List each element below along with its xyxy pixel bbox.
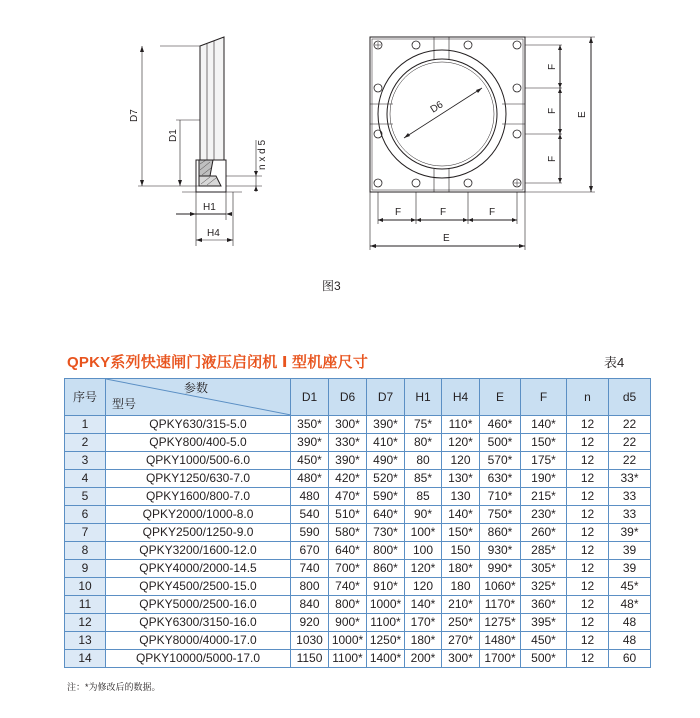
- header-col: E: [480, 379, 521, 416]
- table-row: [65, 434, 651, 452]
- table-cell: 300*: [442, 650, 480, 668]
- row-model: QPKY2000/1000-8.0: [106, 506, 291, 524]
- table-cell: 80*: [405, 434, 442, 452]
- table-row: [65, 578, 651, 596]
- table-cell: 1400*: [367, 650, 405, 668]
- table-cell: 390*: [291, 434, 329, 452]
- table-cell: 130*: [442, 470, 480, 488]
- row-model: QPKY1600/800-7.0: [106, 488, 291, 506]
- table-cell: 1275*: [480, 614, 521, 632]
- table-cell: 500*: [521, 650, 567, 668]
- table-cell: 800: [291, 578, 329, 596]
- table-cell: 920: [291, 614, 329, 632]
- table-cell: 395*: [521, 614, 567, 632]
- table-cell: 800*: [329, 596, 367, 614]
- table-cell: 12: [567, 488, 609, 506]
- plan-view: [370, 37, 595, 250]
- row-index: 1: [65, 416, 106, 434]
- table-number: 表4: [604, 355, 625, 370]
- row-model: QPKY800/400-5.0: [106, 434, 291, 452]
- row-index: 2: [65, 434, 106, 452]
- table-cell: 120*: [442, 434, 480, 452]
- table-cell: 490*: [367, 452, 405, 470]
- row-index: 9: [65, 560, 106, 578]
- row-model: QPKY1250/630-7.0: [106, 470, 291, 488]
- table-cell: 480*: [291, 470, 329, 488]
- table-cell: 210*: [442, 596, 480, 614]
- table-cell: 930*: [480, 542, 521, 560]
- label-nxd5: n x d 5: [257, 139, 268, 170]
- header-col: d5: [609, 379, 651, 416]
- spec-table: [64, 378, 651, 668]
- row-model: QPKY8000/4000-17.0: [106, 632, 291, 650]
- table-cell: 540: [291, 506, 329, 524]
- table-cell: 60: [609, 650, 651, 668]
- table-cell: 200*: [405, 650, 442, 668]
- table-cell: 22: [609, 416, 651, 434]
- table-cell: 325*: [521, 578, 567, 596]
- table-cell: 390*: [329, 452, 367, 470]
- table-cell: 85*: [405, 470, 442, 488]
- table-cell: 910*: [367, 578, 405, 596]
- label-f-bottom-1: F: [395, 207, 402, 218]
- table-cell: 45*: [609, 578, 651, 596]
- table-cell: 48: [609, 632, 651, 650]
- table-row: [65, 632, 651, 650]
- table-cell: 22: [609, 452, 651, 470]
- table-cell: 300*: [329, 416, 367, 434]
- row-index: 13: [65, 632, 106, 650]
- table-title: QPKY系列快速闸门液压启闭机 Ⅰ 型机座尺寸: [67, 354, 369, 371]
- header-col: D6: [329, 379, 367, 416]
- table-cell: 590: [291, 524, 329, 542]
- table-cell: 150*: [521, 434, 567, 452]
- label-f-bottom-2: F: [440, 207, 447, 218]
- table-cell: 270*: [442, 632, 480, 650]
- table-cell: 590*: [367, 488, 405, 506]
- table-cell: 12: [567, 650, 609, 668]
- header-col: H4: [442, 379, 480, 416]
- table-cell: 180*: [442, 560, 480, 578]
- table-cell: 305*: [521, 560, 567, 578]
- table-cell: 730*: [367, 524, 405, 542]
- table-cell: 740: [291, 560, 329, 578]
- row-model: QPKY5000/2500-16.0: [106, 596, 291, 614]
- table-cell: 110*: [442, 416, 480, 434]
- table-cell: 285*: [521, 542, 567, 560]
- table-cell: 1060*: [480, 578, 521, 596]
- table-row: [65, 650, 651, 668]
- table-cell: 75*: [405, 416, 442, 434]
- row-model: QPKY630/315-5.0: [106, 416, 291, 434]
- table-cell: 33*: [609, 470, 651, 488]
- table-header-row: [65, 379, 651, 416]
- table-row: [65, 542, 651, 560]
- table-cell: 580*: [329, 524, 367, 542]
- table-cell: 22: [609, 434, 651, 452]
- table-cell: 710*: [480, 488, 521, 506]
- footnote: 注：*为修改后的数据。: [67, 682, 161, 692]
- table-cell: 12: [567, 542, 609, 560]
- table-cell: 12: [567, 470, 609, 488]
- header-col: H1: [405, 379, 442, 416]
- header-col: n: [567, 379, 609, 416]
- table-cell: 12: [567, 434, 609, 452]
- table-cell: 39: [609, 542, 651, 560]
- table-cell: 120*: [405, 560, 442, 578]
- table-row: [65, 614, 651, 632]
- label-f-right-1: F: [547, 63, 558, 70]
- table-cell: 840: [291, 596, 329, 614]
- table-cell: 750*: [480, 506, 521, 524]
- label-f-right-2: F: [547, 107, 558, 114]
- table-cell: 140*: [521, 416, 567, 434]
- header-index: 序号: [65, 379, 106, 416]
- table-cell: 130: [442, 488, 480, 506]
- table-row: [65, 506, 651, 524]
- table-cell: 800*: [367, 542, 405, 560]
- row-model: QPKY10000/5000-17.0: [106, 650, 291, 668]
- table-cell: 12: [567, 524, 609, 542]
- table-cell: 860*: [480, 524, 521, 542]
- table-cell: 48*: [609, 596, 651, 614]
- table-cell: 230*: [521, 506, 567, 524]
- row-model: QPKY3200/1600-12.0: [106, 542, 291, 560]
- table-cell: 670: [291, 542, 329, 560]
- row-index: 12: [65, 614, 106, 632]
- table-cell: 250*: [442, 614, 480, 632]
- table-row: [65, 452, 651, 470]
- table-cell: 450*: [291, 452, 329, 470]
- table-cell: 510*: [329, 506, 367, 524]
- table-cell: 630*: [480, 470, 521, 488]
- table-cell: 350*: [291, 416, 329, 434]
- table-cell: 39: [609, 560, 651, 578]
- table-cell: 470*: [329, 488, 367, 506]
- label-d7: D7: [129, 109, 140, 122]
- table-cell: 12: [567, 506, 609, 524]
- table-cell: 140*: [405, 596, 442, 614]
- table-cell: 260*: [521, 524, 567, 542]
- table-cell: 740*: [329, 578, 367, 596]
- table-cell: 480: [291, 488, 329, 506]
- table-cell: 170*: [405, 614, 442, 632]
- table-cell: 100*: [405, 524, 442, 542]
- table-cell: 190*: [521, 470, 567, 488]
- label-e-right: E: [577, 111, 588, 118]
- table-cell: 140*: [442, 506, 480, 524]
- table-cell: 990*: [480, 560, 521, 578]
- table-cell: 500*: [480, 434, 521, 452]
- row-index: 4: [65, 470, 106, 488]
- table-cell: 12: [567, 614, 609, 632]
- table-cell: 330*: [329, 434, 367, 452]
- row-index: 5: [65, 488, 106, 506]
- table-cell: 120: [442, 452, 480, 470]
- table-cell: 410*: [367, 434, 405, 452]
- header-params: 参数: [184, 381, 209, 395]
- row-model: QPKY4500/2500-15.0: [106, 578, 291, 596]
- row-model: QPKY1000/500-6.0: [106, 452, 291, 470]
- table-cell: 570*: [480, 452, 521, 470]
- table-cell: 39*: [609, 524, 651, 542]
- table-cell: 1150: [291, 650, 329, 668]
- header-params-model: [106, 379, 291, 416]
- table-cell: 12: [567, 596, 609, 614]
- table-row: [65, 524, 651, 542]
- table-cell: 33: [609, 506, 651, 524]
- table-cell: 1100*: [367, 614, 405, 632]
- table-cell: 150*: [442, 524, 480, 542]
- table-cell: 1100*: [329, 650, 367, 668]
- header-model: 型号: [112, 397, 137, 411]
- table-cell: 1170*: [480, 596, 521, 614]
- row-index: 14: [65, 650, 106, 668]
- header-col: F: [521, 379, 567, 416]
- table-row: [65, 488, 651, 506]
- table-cell: 640*: [329, 542, 367, 560]
- table-cell: 640*: [367, 506, 405, 524]
- table-cell: 48: [609, 614, 651, 632]
- table-cell: 12: [567, 416, 609, 434]
- table-cell: 1000*: [329, 632, 367, 650]
- table-cell: 860*: [367, 560, 405, 578]
- table-cell: 80: [405, 452, 442, 470]
- label-d6: D6: [428, 99, 446, 116]
- table-cell: 420*: [329, 470, 367, 488]
- row-index: 11: [65, 596, 106, 614]
- header-col: D7: [367, 379, 405, 416]
- label-f-bottom-3: F: [489, 207, 496, 218]
- label-f-right-3: F: [547, 155, 558, 162]
- row-index: 3: [65, 452, 106, 470]
- table-cell: 150: [442, 542, 480, 560]
- table-cell: 215*: [521, 488, 567, 506]
- table-cell: 390*: [367, 416, 405, 434]
- table-cell: 85: [405, 488, 442, 506]
- table-row: [65, 560, 651, 578]
- row-model: QPKY6300/3150-16.0: [106, 614, 291, 632]
- table-cell: 100: [405, 542, 442, 560]
- side-view: [138, 37, 262, 246]
- table-body: [65, 416, 651, 668]
- row-model: QPKY2500/1250-9.0: [106, 524, 291, 542]
- table-cell: 12: [567, 560, 609, 578]
- table-cell: 460*: [480, 416, 521, 434]
- label-h4: H4: [207, 228, 220, 239]
- table-cell: 450*: [521, 632, 567, 650]
- table-cell: 120: [405, 578, 442, 596]
- table-cell: 90*: [405, 506, 442, 524]
- table-cell: 900*: [329, 614, 367, 632]
- table-cell: 1700*: [480, 650, 521, 668]
- table-cell: 1030: [291, 632, 329, 650]
- row-index: 10: [65, 578, 106, 596]
- table-cell: 1480*: [480, 632, 521, 650]
- table-row: [65, 470, 651, 488]
- table-cell: 700*: [329, 560, 367, 578]
- header-col: D1: [291, 379, 329, 416]
- table-cell: 360*: [521, 596, 567, 614]
- table-cell: 1250*: [367, 632, 405, 650]
- table-cell: 33: [609, 488, 651, 506]
- row-index: 8: [65, 542, 106, 560]
- figure-caption: 图3: [322, 279, 341, 293]
- row-index: 6: [65, 506, 106, 524]
- label-d1: D1: [168, 129, 179, 142]
- table-cell: 180*: [405, 632, 442, 650]
- table-cell: 12: [567, 452, 609, 470]
- table-row: [65, 416, 651, 434]
- table-cell: 180: [442, 578, 480, 596]
- label-e-bottom: E: [443, 233, 450, 244]
- table-cell: 12: [567, 578, 609, 596]
- table-cell: 175*: [521, 452, 567, 470]
- table-cell: 1000*: [367, 596, 405, 614]
- table-cell: 12: [567, 632, 609, 650]
- row-model: QPKY4000/2000-14.5: [106, 560, 291, 578]
- table-row: [65, 596, 651, 614]
- label-h1: H1: [203, 202, 216, 213]
- row-index: 7: [65, 524, 106, 542]
- table-cell: 520*: [367, 470, 405, 488]
- base-drawing: [0, 0, 700, 300]
